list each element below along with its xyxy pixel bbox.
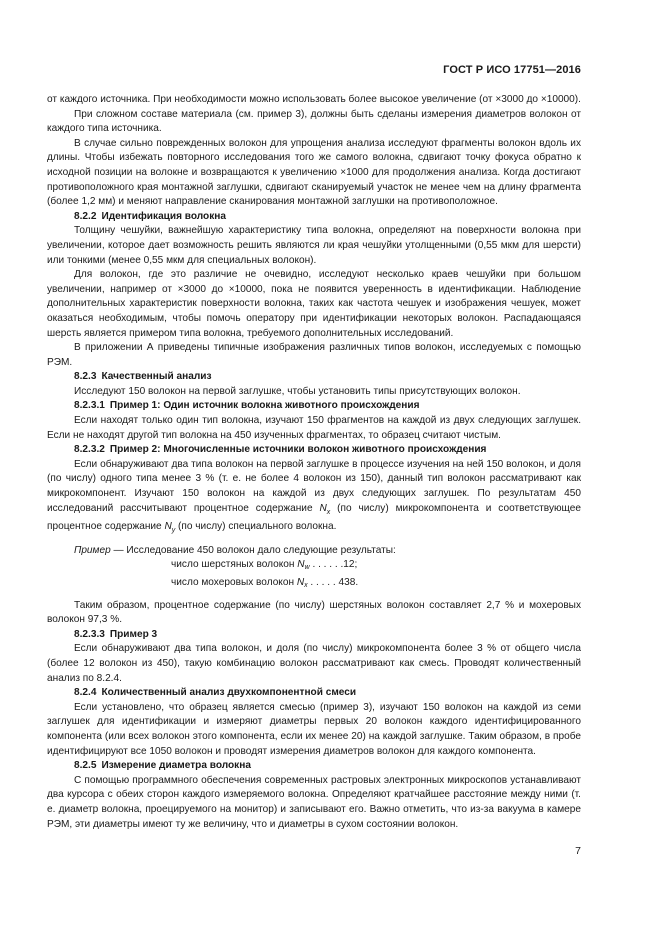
text-run: Если обнаруживают два типа волокон на первой заглушке в процессе изучения на ней 150 волокон, и доля (по числу) одного типа менее 3 % (т. е. не более 4 волокон из 150), данный тип волокон рассматривают как микрокомпонент. Изучают 150 волокон на каждой из двух следующих заглушек. По результатам 450 исследований рассчитывают процентное содержание: [47, 458, 581, 514]
paragraph: Толщину чешуйки, важнейшую характеристику типа волокна, определяют на поверхности волокна при увеличении, которое дает возможность решить являются ли края чешуйки утолщенными (0,55 мкм для шерсти) или тонкими (менее 0,55 мкм для специальных волокон).: [47, 225, 581, 266]
document-body: [47, 93, 581, 832]
paragraph: В приложении А приведены типичные изображения различных типов волокон, исследуемых с помощью РЭМ.: [47, 342, 581, 368]
section-number: 8.2.2: [74, 210, 97, 222]
section-title: Пример 2: Многочисленные источники волокон животного происхождения: [109, 444, 487, 456]
paragraph: С помощью программного обеспечения современных растровых электронных микроскопов устанавливают два курсора с обеих сторон каждого измеряемого волокна. Определяют кратчайшее расстояние между ними (т. е. диаметр волокна, проецируемого на монитор) и записывают его. Важно отметить, что из-за вакуума в камере РЭМ, эти диаметры имеют ту же величину, что и диаметры в сухом состоянии волокон.: [47, 774, 581, 830]
section-number: 8.2.3.1: [74, 400, 105, 412]
section-title: Качественный анализ: [101, 371, 212, 383]
text-run: число мохеровых волокон: [171, 577, 297, 589]
example-line: [74, 576, 581, 594]
example-lead: Пример: [74, 544, 111, 556]
paragraph: При сложном составе материала (см. пример 3), должны быть сделаны измерения диаметров волокон от каждого типа источника.: [47, 108, 581, 135]
variable: N: [164, 521, 172, 533]
example-block: [47, 544, 581, 594]
section-title: Измерение диаметра волокна: [101, 760, 251, 772]
section-number: 8.2.3.3: [74, 628, 105, 640]
variable-subscript: x: [304, 582, 308, 590]
section-heading-8-2-3-2: [47, 443, 581, 458]
variable-subscript: x: [326, 508, 331, 516]
section-heading-8-2-3-1: [47, 399, 581, 414]
section-number: 8.2.5: [74, 760, 97, 772]
section-heading-8-2-3: [47, 370, 581, 385]
example-text: — Исследование 450 волокон дало следующие результаты:: [110, 544, 396, 556]
paragraph: Если находят только один тип волокна, изучают 150 фрагментов на каждой из двух следующих заглушек. Если не находят другой тип волокна на 450 изученных фрагментах, то образец считают чистым.: [47, 415, 581, 441]
text-run: (по числу) микрокомпонента и соответствующее процентное содержание: [47, 502, 581, 533]
variable: N: [296, 577, 305, 589]
paragraph: Исследуют 150 волокон на первой заглушке, чтобы установить типы присутствующих волокон.: [74, 385, 521, 397]
variable: N: [297, 559, 305, 571]
text-run: . . . . . .12;: [309, 559, 358, 571]
paragraph: Если установлено, что образец является смесью (пример 3), изучают 150 волокон на каждой из семи заглушек для идентификации и измеряют диаметры первых 20 волокон каждого идентифицированного компонента (или всех волокон этого компонента, если их менее 20) на каждой заглушке. Таким образом, в пробе идентифицируют все 1050 волокон и проводят измерения диаметров волокон для каждого компонента.: [47, 701, 581, 757]
section-heading-8-2-3-3: [47, 628, 581, 643]
variable-subscript: w: [304, 564, 310, 572]
text-run: . . . . . 438.: [307, 577, 359, 589]
section-heading-8-2-2: [47, 210, 581, 225]
section-title: Пример 1: Один источник волокна животного происхождения: [109, 400, 420, 412]
paragraph: от каждого источника. При необходимости можно использовать более высокое увеличение (от ×3000 до ×10000).: [47, 94, 581, 105]
section-number: 8.2.3: [74, 371, 97, 383]
text-run: число шерстяных волокон: [171, 559, 298, 571]
example-line: [74, 558, 581, 576]
section-title: Идентификация волокна: [101, 210, 226, 222]
paragraph: Если обнаруживают два типа волокон, и доля (по числу) микрокомпонента более 3 % от общего числа (более 12 волокон из 450), такую комбинацию волокон рассматривают как смесь. Проводят количественный анализ по 8.2.4.: [47, 643, 581, 684]
paragraph: В случае сильно поврежденных волокон для упрощения анализа исследуют фрагменты волокон вдоль их длины. Чтобы избежать повторного исследования того же самого волокна, сдвигают точку фокуса обратно к исходной позиции на волокне и возвращаются к увеличению ×1000 для продолжения анализа. Когда достигают противоположного края монтажной заглушки, сдвигают сканируемый участок не менее чем на длину фрагмента (более 1,2 мм) и меняют направление сканирования монтажной заглушки на противоположное.: [47, 137, 581, 208]
page-number: 7: [575, 845, 581, 857]
variable-subscript: y: [171, 527, 176, 535]
section-heading-8-2-5: [47, 759, 581, 774]
section-title: Количественный анализ двухкомпонентной смеси: [101, 687, 357, 699]
page-header: ГОСТ Р ИСО 17751—2016: [443, 64, 581, 76]
section-number: 8.2.4: [74, 687, 97, 699]
paragraph: Таким образом, процентное содержание (по числу) шерстяных волокон составляет 2,7 % и мохеровых волокон 97,3 %.: [47, 599, 581, 626]
text-run: (по числу) специального волокна.: [175, 521, 337, 533]
section-title: Пример 3: [109, 628, 158, 640]
section-number: 8.2.3.2: [74, 444, 105, 456]
paragraph: [47, 458, 581, 539]
section-heading-8-2-4: [47, 686, 581, 701]
variable: N: [319, 502, 327, 514]
paragraph: Для волокон, где это различие не очевидно, исследуют несколько краев чешуйки при большом увеличении, например от ×3000 до ×10000, пока не появится уверенность в идентификации. Наблюдение дополнительных характеристик поверхности волокна, таких как частота чешуек и изображения чешуек, может оказаться необходимым, чтобы помочь оператору при идентификации некоторых волокон. Распадающаяся шерсть является примером типа волокна, требуемого дополнительных исследований.: [47, 269, 581, 339]
